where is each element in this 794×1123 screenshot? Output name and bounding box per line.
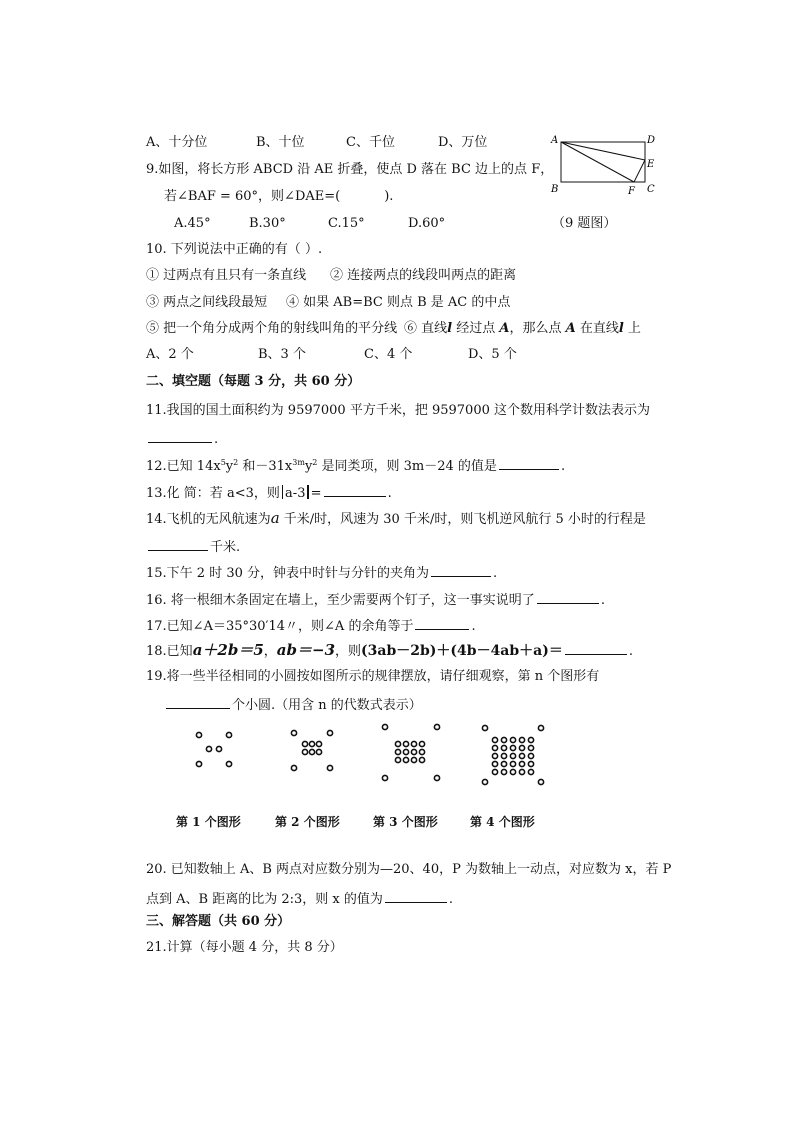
q15-end: .: [493, 566, 498, 581]
q8-option-c: C、千位: [346, 135, 395, 150]
q10-statement-2: ② 连接两点的线段叫两点的距离: [330, 268, 517, 283]
label-b: B: [551, 184, 559, 195]
q14-text: [146, 511, 646, 526]
circle-pattern-2: [289, 728, 335, 776]
q14-line2: [146, 538, 240, 554]
answer-blank[interactable]: [565, 642, 627, 655]
pattern-caption-1: 第 1 个图形: [176, 815, 241, 829]
answer-blank[interactable]: [166, 696, 230, 709]
q12-exp2: 2: [233, 458, 239, 467]
answer-blank[interactable]: [537, 591, 599, 604]
q12-exp4: 2: [312, 458, 318, 467]
q10-s6-end: 上: [623, 321, 641, 336]
q10-statement-5: ⑤ 把一个角分成两个角的射线叫角的平分线: [146, 321, 398, 336]
q14-b: 千米/时，风速为 30 千米/时，则飞机逆风航行 5 小时的行程是: [279, 512, 646, 527]
q10-s6-l: l: [447, 321, 453, 336]
abs-bar-right: [307, 485, 308, 499]
q9-stem-end: ).: [384, 189, 394, 204]
q10-s6-l2: l: [618, 321, 624, 336]
q12-d: y: [304, 459, 313, 474]
q10-s6-mid3: 在直线: [575, 321, 619, 336]
q12-c: 和－31x: [238, 459, 293, 474]
q10-statement-1: ① 过两点有且只有一条直线: [146, 268, 307, 283]
label-c: C: [647, 184, 655, 195]
q16-stem: 16. 将一根细木条固定在墙上，至少需要两个钉子，这一事实说明了: [146, 593, 535, 608]
q9-stem-text: 若∠BAF = 60°，则∠DAE=(: [164, 189, 341, 204]
q10-statement-3: ③ 两点之间线段最短: [146, 295, 268, 310]
section-3-heading: 三、解答题（共 60 分）: [146, 914, 291, 929]
q12-exp3: 3m: [292, 458, 305, 467]
q9-option-a: A.45°: [174, 216, 211, 231]
label-f: F: [628, 186, 635, 197]
q19-line2-text: 个小圆.（用含 n 的代数式表示）: [232, 698, 422, 713]
q19-line1: 19.将一些半径相同的小圆按如图所示的规律摆放，请仔细观察，第 n 个图形有: [146, 669, 600, 684]
q18-expr3: (3ab－2b)＋(4b－4ab＋a)＝: [361, 643, 563, 659]
q12-end: .: [560, 459, 566, 474]
q20-line2-text: 点到 A、B 距离的比为 2:3，则 x 的值为: [146, 892, 383, 907]
q10-stem: 10. 下列说法中正确的有（ ）.: [146, 242, 323, 257]
q10-option-d: D、5 个: [468, 347, 517, 362]
q10-statement-4: ④ 如果 AB=BC 则点 B 是 AC 的中点: [286, 295, 511, 310]
q8-option-d: D、万位: [438, 135, 488, 150]
q18-expr2: ab＝−3: [276, 641, 336, 659]
q18-expr1: a＋2b＝5: [192, 641, 264, 659]
q12-exp1: 5: [220, 458, 226, 467]
q17-end: .: [471, 619, 476, 634]
answer-blank[interactable]: [499, 457, 559, 470]
q10-option-c: C、4 个: [364, 347, 413, 362]
q9-figure-caption: （9 题图）: [552, 216, 617, 231]
rectangle-abcd: [561, 142, 645, 182]
q10-s6-a: A: [499, 321, 510, 336]
label-a: A: [551, 135, 559, 146]
circle-pattern-3: [380, 722, 442, 784]
q13-a: 13.化 简：若 a<3，则: [146, 486, 280, 501]
q9-option-c: C.15°: [328, 216, 365, 231]
q10-s6-pre: ⑥ 直线: [404, 321, 448, 336]
fold-line-ae: [561, 142, 645, 160]
q19-line2: [164, 696, 422, 712]
q12-a: 12.已知 14x: [146, 459, 221, 474]
q14-a: 14.飞机的无风航速为: [146, 512, 271, 527]
q20-line1: 20. 已知数轴上 A、B 两点对应数分别为—20、40，P 为数轴上一动点，对应数为 x，若 P: [146, 862, 672, 877]
pattern-caption-2: 第 2 个图形: [275, 815, 340, 829]
q15-stem: 15.下午 2 时 30 分，钟表中时针与分针的夹角为: [146, 566, 430, 581]
q18-text: [146, 642, 633, 658]
q17-stem: 17.已知∠A＝35°30′14〃，则∠A 的余角等于: [146, 619, 414, 634]
q18-end: .: [628, 644, 634, 659]
q10-option-a: A、2 个: [146, 347, 194, 362]
q14-var: a: [270, 509, 280, 527]
q10-s6-mid2: ，那么点: [509, 321, 566, 336]
q8-option-a: A、十分位: [146, 135, 208, 150]
q11-end: .: [214, 432, 219, 447]
label-d: D: [647, 135, 656, 146]
q12-b: y: [225, 459, 234, 474]
q17-text: [146, 617, 476, 633]
answer-blank[interactable]: [385, 890, 447, 903]
q18-a: 18.已知: [146, 644, 193, 659]
q15-text: [146, 564, 497, 580]
answer-blank[interactable]: [324, 484, 386, 497]
q9-option-d: D.60°: [408, 216, 446, 231]
q11-answer-line: [146, 430, 218, 446]
q16-text: [146, 591, 605, 607]
circle-pattern-4: [480, 723, 546, 787]
q13-text: [146, 484, 392, 500]
q14-unit: 千米.: [210, 540, 241, 555]
q20-end: .: [448, 892, 453, 907]
q18-sep1: ，: [263, 644, 277, 659]
q11-text: 11.我国的国土面积约为 9597000 平方千米，把 9597000 这个数用科学计数法表示为: [146, 403, 650, 418]
line-af: [561, 142, 634, 182]
q13-abs: a-3: [285, 486, 306, 501]
abs-bar-left: [282, 485, 283, 499]
q12-f: 是同类项，则 3m－24 的值是: [317, 459, 497, 474]
q20-line2: [146, 890, 453, 906]
pattern-caption-3: 第 3 个图形: [373, 815, 438, 829]
q10-s6-mid: 经过点: [452, 321, 500, 336]
answer-blank[interactable]: [415, 617, 469, 630]
q13-eq: =: [310, 486, 322, 501]
q9-option-b: B.30°: [249, 216, 286, 231]
line-ef: [634, 160, 645, 182]
q9-figure: [546, 128, 666, 200]
q10-statement-6: [404, 322, 641, 335]
circle-pattern-1: [194, 730, 234, 774]
q12-text: [146, 457, 565, 473]
label-e: E: [647, 159, 655, 170]
q10-s6-a2: A: [565, 321, 576, 336]
answer-blank[interactable]: [431, 564, 491, 577]
answer-blank[interactable]: [148, 430, 212, 443]
q8-option-b: B、十位: [256, 135, 305, 150]
q16-end: .: [600, 593, 605, 608]
q9-stem-line1: 9.如图，将长方形 ABCD 沿 AE 折叠，使点 D 落在 BC 边上的点 F，: [146, 162, 554, 177]
q21-text: 21.计算（每小题 4 分，共 8 分）: [146, 940, 343, 955]
q9-stem-line2: [164, 190, 393, 203]
q10-option-b: B、3 个: [258, 347, 306, 362]
q18-sep2: ，则: [335, 644, 362, 659]
pattern-caption-4: 第 4 个图形: [470, 815, 535, 829]
section-2-heading: 二、填空题（每题 3 分，共 60 分）: [146, 374, 361, 389]
q13-end: .: [387, 486, 392, 501]
answer-blank[interactable]: [148, 538, 208, 551]
